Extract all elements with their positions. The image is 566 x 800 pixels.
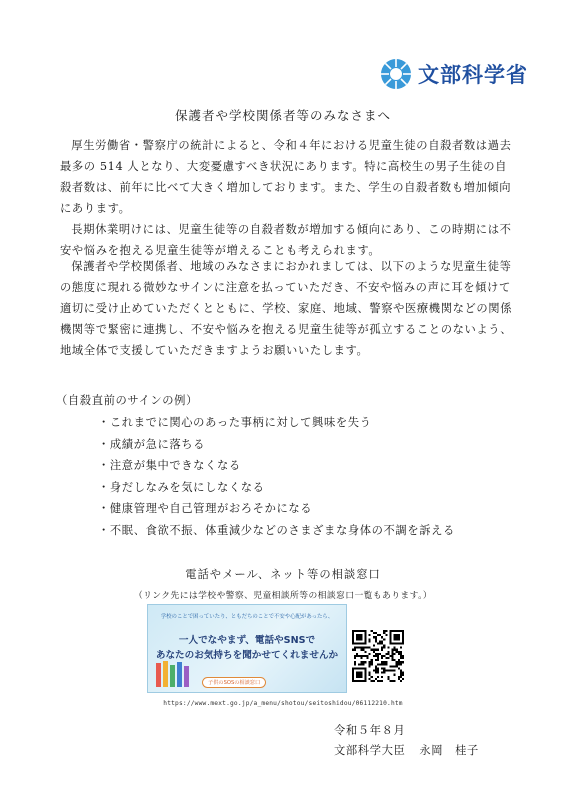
signs-list — [98, 412, 455, 541]
sign-item: ・ これまでに関心のあった事柄に対して興味を失う — [98, 412, 455, 434]
consultation-heading: 電話やメール、ネット等の相談窓口 — [185, 568, 381, 581]
consultation-url[interactable]: https://www.mext.go.jp/a_menu/shotou/seitoshidou/06112210.htm — [163, 700, 403, 707]
pencils-icon — [154, 659, 198, 689]
sign-item: ・ 注意が集中できなくなる — [98, 455, 455, 477]
statistics-paragraph: 厚生労働省・警察庁の統計によると、令和４年における児童生徒の自殺者数は過去最多の 514 人となり、大変憂慮すべき状況にあります。特に高校生の男子生徒の自殺者数は、前年に比べて大きく増加しております。また、学生の自殺者数も増加傾向にあります。 — [60, 139, 512, 215]
request-section — [60, 256, 518, 361]
banner-headline: 一人でなやまず、電話やSNSで — [178, 635, 316, 646]
qr-code-icon[interactable] — [352, 630, 404, 682]
request-paragraph: 保護者や学校関係者、地域のみなさまにおかれましては、以下のような児童生徒等の態度に現れる微妙なサインに注意を払っていただき、不安や悩みの声に耳を傾けて適切に受け止めていただくとともに、学校、家庭、地域、警察や医療機関などの関係機関等で緊密に連携し、不安や悩みを抱える児童生徒等が孤立することのないよう、地域全体で支援していただきますようお願いいたします。 — [60, 260, 513, 357]
banner-subheadline: あなたのお気持ちを聞かせてくれませんか — [155, 650, 339, 661]
issue-date: 令和５年８月 — [334, 724, 406, 737]
vacation-paragraph: 長期休業明けには、児童生徒等の自殺者数が増加する傾向にあり、この時期には不安や悩みを抱える児童生徒等が増えることも考えられます。 — [60, 223, 512, 257]
sign-item: ・ 成績が急に落ちる — [98, 434, 455, 456]
page-title: 保護者や学校関係者等のみなさまへ — [174, 108, 391, 123]
ministry-logo — [380, 58, 528, 90]
sign-item: ・ 身だしなみを気にしなくなる — [98, 477, 455, 499]
minister-name: 永岡 桂子 — [419, 744, 479, 757]
minister-title: 文部科学大臣 — [334, 744, 406, 757]
mext-emblem-icon — [380, 58, 412, 90]
ministry-name: 文部科学省 — [418, 63, 528, 87]
banner-intro-text: 学校のことで困っていたり、ともだちのことで不安や心配があったら、 — [160, 614, 334, 620]
consultation-banner[interactable] — [147, 604, 347, 693]
sign-item: ・ 健康管理や自己管理がおろそかになる — [98, 498, 455, 520]
signs-heading: （自殺直前のサインの例） — [56, 394, 198, 407]
signature-block — [334, 742, 479, 758]
sos-badge: 子供のSOSの相談窓口 — [202, 677, 266, 688]
sign-item: ・ 不眠、食欲不振、体重減少などのさまざまな身体の不調を訴える — [98, 520, 455, 542]
consultation-note: （リンク先には学校や警察、児童相談所等の相談窓口一覧もあります。） — [133, 591, 433, 601]
intro-section — [60, 135, 518, 261]
